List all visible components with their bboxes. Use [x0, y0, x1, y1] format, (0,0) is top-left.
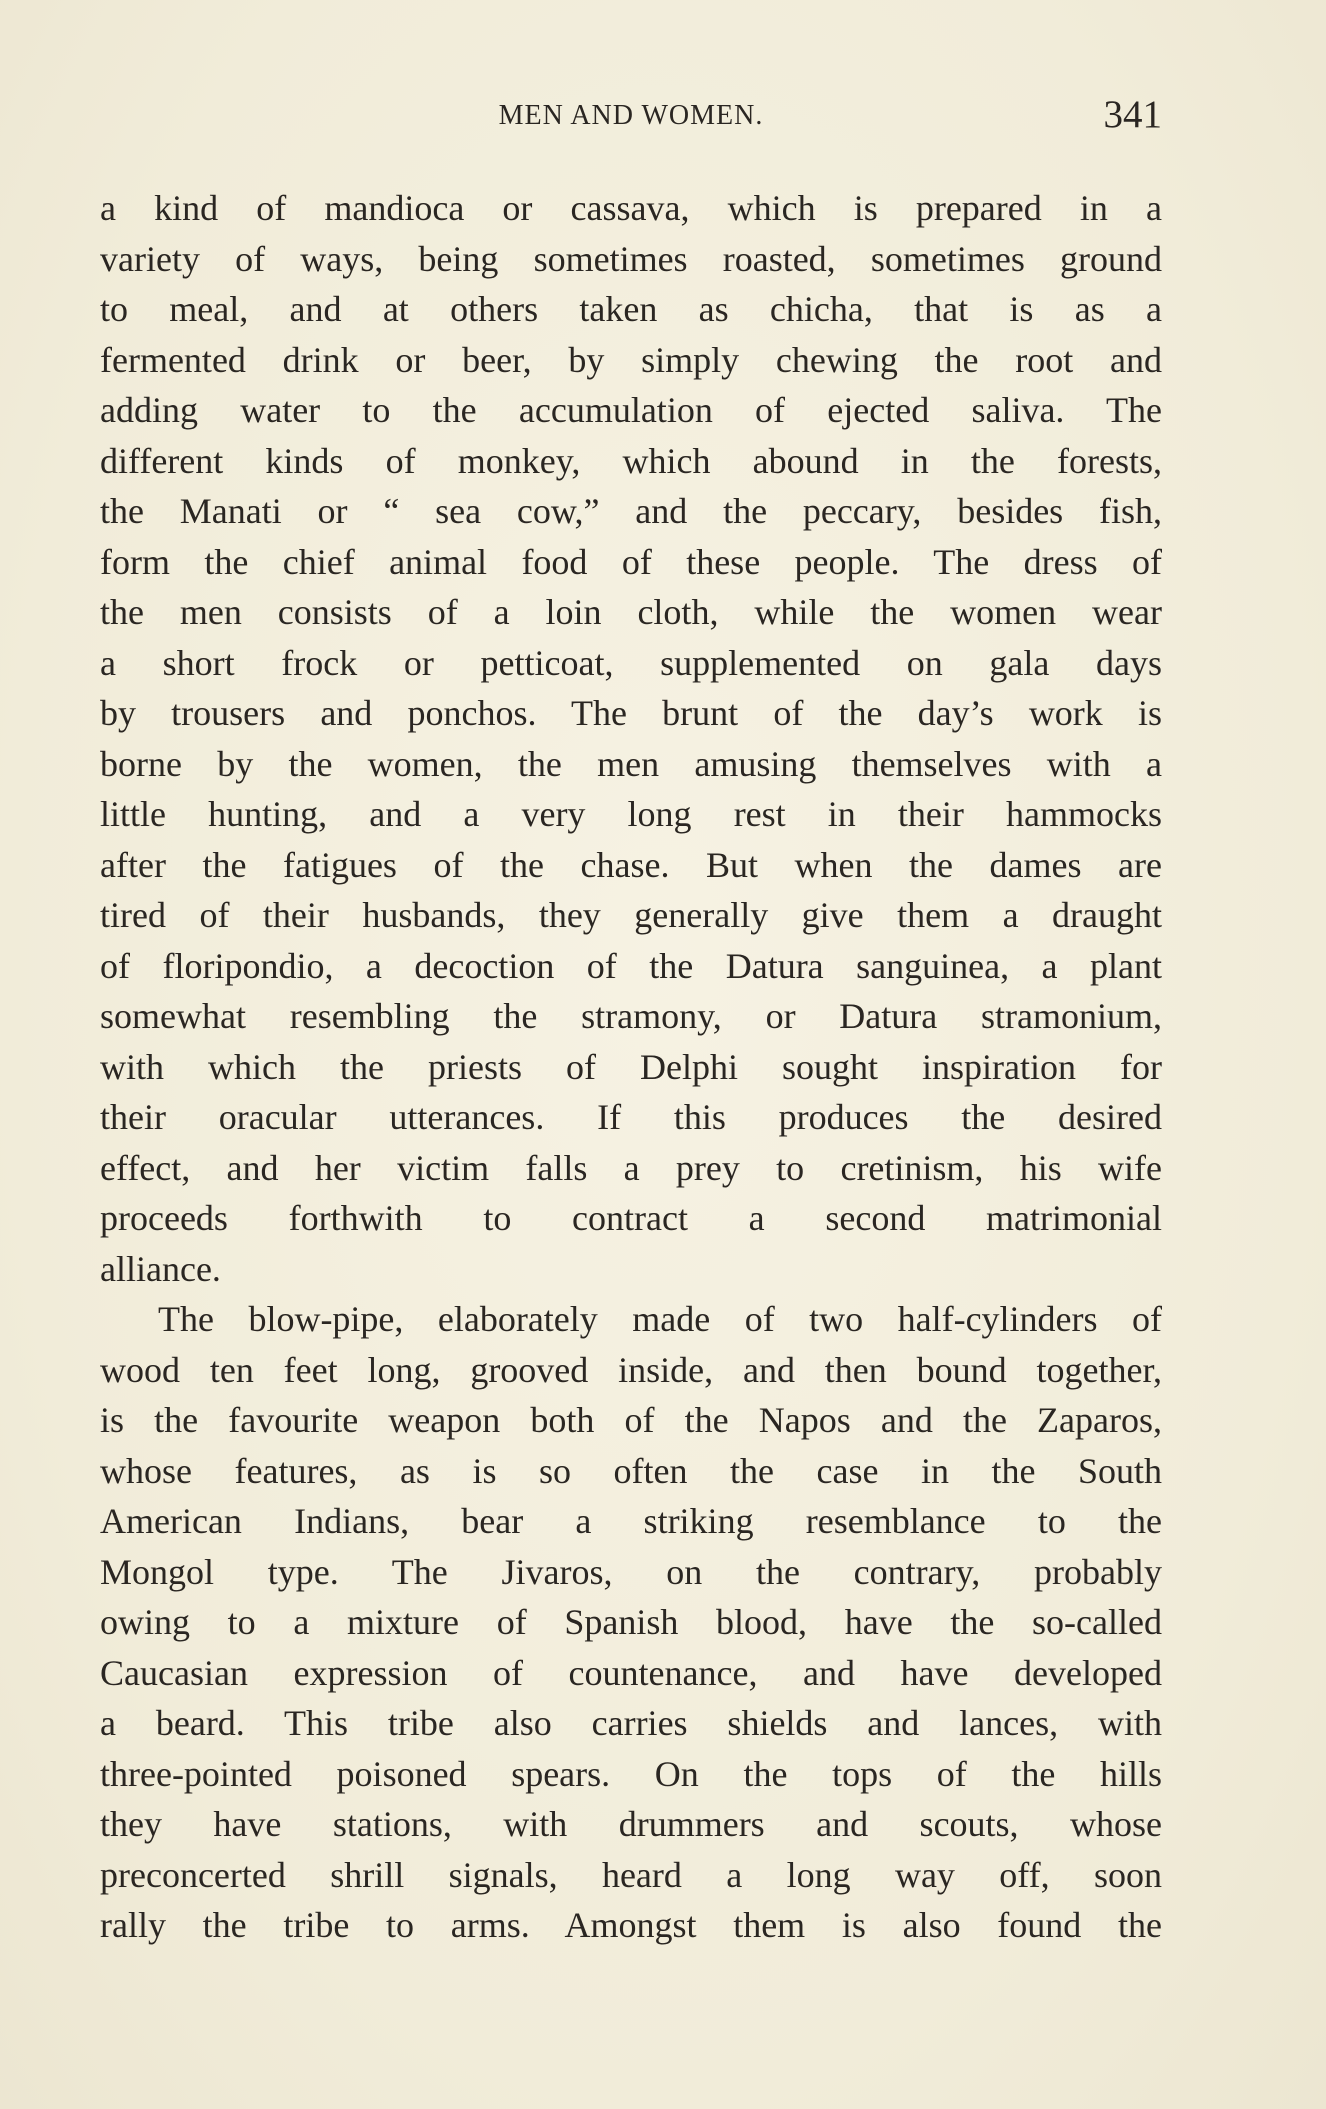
text-line: to meal, and at others taken as chicha, that is as a [100, 289, 1162, 329]
text-line: different kinds of monkey, which abound in the forests, [100, 440, 1162, 481]
running-head: MEN AND WOMEN. [498, 100, 764, 131]
text-line: the Manati or “ sea cow,” and the peccary, besides fish, [100, 491, 1162, 531]
text-line: preconcerted shrill signals, heard a long way off, soon [100, 1854, 1162, 1895]
text-line: with which the priests of Delphi sought inspiration for [100, 1046, 1162, 1087]
text-line: three-pointed poisoned spears. On the tops of the hills [100, 1753, 1162, 1794]
text-line: their oracular utterances. If this produces the desired [100, 1097, 1162, 1137]
paragraph [100, 1294, 1162, 1951]
page-number: 341 [1103, 93, 1162, 136]
text-line: a kind of mandioca or cassava, which is prepared in a [100, 188, 1162, 228]
paragraph [100, 183, 1162, 1294]
text-line: proceeds forthwith to contract a second matrimonial [100, 1198, 1162, 1238]
text-line: Mongol type. The Jivaros, on the contrary, probably [100, 1551, 1162, 1592]
text-line: adding water to the accumulation of ejected saliva. The [100, 390, 1162, 430]
text-line: little hunting, and a very long rest in their hammocks [100, 794, 1162, 834]
text-line: a short frock or petticoat, supplemented on gala days [100, 642, 1162, 683]
text-line: they have stations, with drummers and scouts, whose [100, 1804, 1162, 1844]
text-line: is the favourite weapon both of the Napos and the Zaparos, [100, 1400, 1162, 1440]
text-line: The blow-pipe, elaborately made of two half-cylinders of [158, 1299, 1162, 1339]
text-line: a beard. This tribe also carries shields and lances, with [100, 1703, 1162, 1743]
text-line: effect, and her victim falls a prey to cretinism, his wife [100, 1147, 1162, 1188]
text-line: variety of ways, being sometimes roasted, sometimes ground [100, 238, 1162, 279]
text-line: fermented drink or beer, by simply chewing the root and [100, 339, 1162, 380]
text-line: after the fatigues of the chase. But when the dames are [100, 844, 1162, 885]
text-line: rally the tribe to arms. Amongst them is also found the [100, 1905, 1162, 1945]
text-line: wood ten feet long, grooved inside, and then bound together, [100, 1349, 1162, 1390]
text-line: alliance. [100, 1248, 221, 1289]
text-line: by trousers and ponchos. The brunt of the day’s work is [100, 693, 1162, 733]
text-line: owing to a mixture of Spanish blood, have the so-called [100, 1602, 1162, 1642]
text-line: somewhat resembling the stramony, or Datura stramonium, [100, 996, 1162, 1036]
text-line: tired of their husbands, they generally give them a draught [100, 895, 1162, 935]
text-line: form the chief animal food of these people. The dress of [100, 541, 1162, 582]
text-line: of floripondio, a decoction of the Datura sanguinea, a plant [100, 945, 1162, 986]
text-line: Caucasian expression of countenance, and have developed [100, 1652, 1162, 1693]
text-line: whose features, as is so often the case in the South [100, 1450, 1162, 1491]
page-header [100, 93, 1162, 146]
text-line: borne by the women, the men amusing themselves with a [100, 743, 1162, 784]
text-line: the men consists of a loin cloth, while the women wear [100, 592, 1162, 632]
body-text [100, 183, 1162, 1951]
text-line: American Indians, bear a striking resemblance to the [100, 1501, 1162, 1541]
